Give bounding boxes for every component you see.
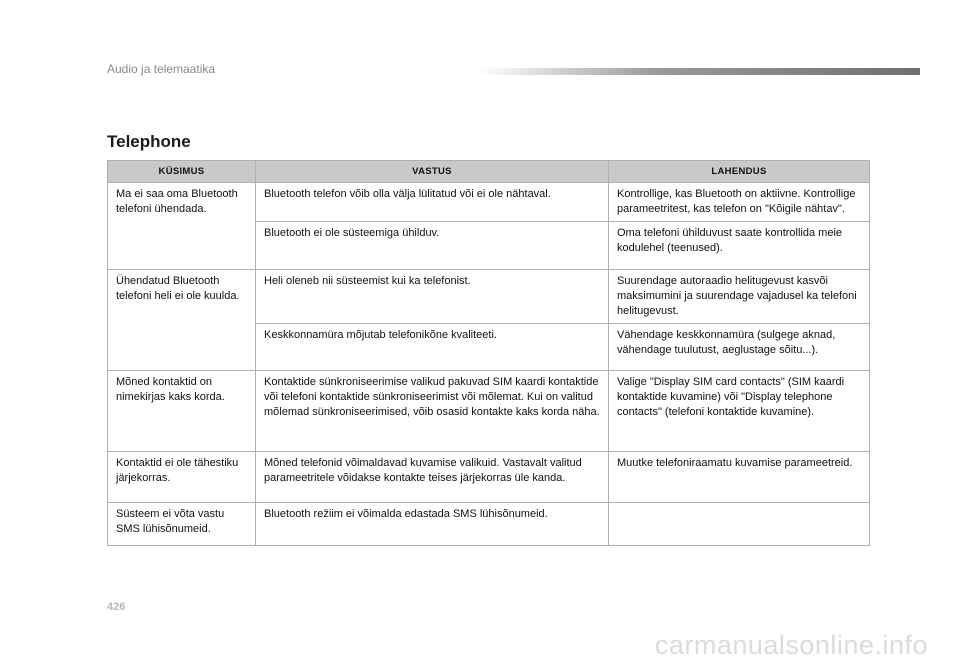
table-row (108, 503, 870, 546)
question-cell: Ma ei saa oma Bluetooth telefoni ühendada. (108, 183, 256, 270)
solution-cell: Suurendage autoraadio helitugevust kasvõi maksimumini ja suurendage vajadusel ka telefoni helitugevust. (609, 270, 870, 324)
solution-cell: Oma telefoni ühilduvust saate kontrollida meie kodulehel (teenused). (609, 222, 870, 270)
running-header: Audio ja telemaatika (107, 62, 216, 76)
table-row (108, 371, 870, 452)
question-cell: Kontaktid ei ole tähestiku järjekorras. (108, 452, 256, 503)
column-header-answer: VASTUS (256, 161, 609, 183)
answer-cell: Bluetooth telefon võib olla välja lülitatud või ei ole nähtaval. (256, 183, 609, 222)
watermark-text: carmanualsonline.info (654, 630, 928, 660)
troubleshooting-table (107, 160, 870, 546)
question-cell: Süsteem ei võta vastu SMS lühisõnumeid. (108, 503, 256, 546)
page-title: Telephone (107, 132, 191, 151)
answer-cell: Mõned telefonid võimaldavad kuvamise valikuid. Vastavalt valitud parameetritele võidakse kontakte teises järjekorras üle kanda. (256, 452, 609, 503)
answer-cell: Kontaktide sünkroniseerimise valikud pakuvad SIM kaardi kontaktide või telefoni kontaktide sünkroniseerimist või mõlemat. Kui on valitud mõlemad sünkroniseerimised, võib osasid kontakte kaks korda näha. (256, 371, 609, 452)
solution-cell: Muutke telefoniraamatu kuvamise parameetreid. (609, 452, 870, 503)
column-header-solution: LAHENDUS (609, 161, 870, 183)
question-cell: Mõned kontaktid on nimekirjas kaks korda. (108, 371, 256, 452)
page-number: 426 (107, 601, 126, 613)
solution-cell: Valige "Display SIM card contacts" (SIM kaardi kontaktide kuvamine) või "Display telephone contacts" (telefoni kontaktide kuvamine). (609, 371, 870, 452)
column-header-question: KÜSIMUS (108, 161, 256, 183)
answer-cell: Bluetooth ei ole süsteemiga ühilduv. (256, 222, 609, 270)
answer-cell: Bluetooth režiim ei võimalda edastada SMS lühisõnumeid. (256, 503, 609, 546)
solution-cell: Kontrollige, kas Bluetooth on aktiivne. Kontrollige parameetritest, kas telefon on "Kõigile nähtav". (609, 183, 870, 222)
solution-cell (609, 503, 870, 546)
table-row (108, 452, 870, 503)
question-cell: Ühendatud Bluetooth telefoni heli ei ole kuulda. (108, 270, 256, 371)
header-gradient-bar (480, 68, 920, 75)
solution-cell: Vähendage keskkonnamüra (sulgege aknad, vähendage tuulutust, aeglustage sõitu...). (609, 324, 870, 371)
table-row (108, 270, 870, 324)
table-row (108, 183, 870, 222)
answer-cell: Heli oleneb nii süsteemist kui ka telefonist. (256, 270, 609, 324)
answer-cell: Keskkonnamüra mõjutab telefonikõne kvaliteeti. (256, 324, 609, 371)
table-header-row (108, 161, 870, 183)
